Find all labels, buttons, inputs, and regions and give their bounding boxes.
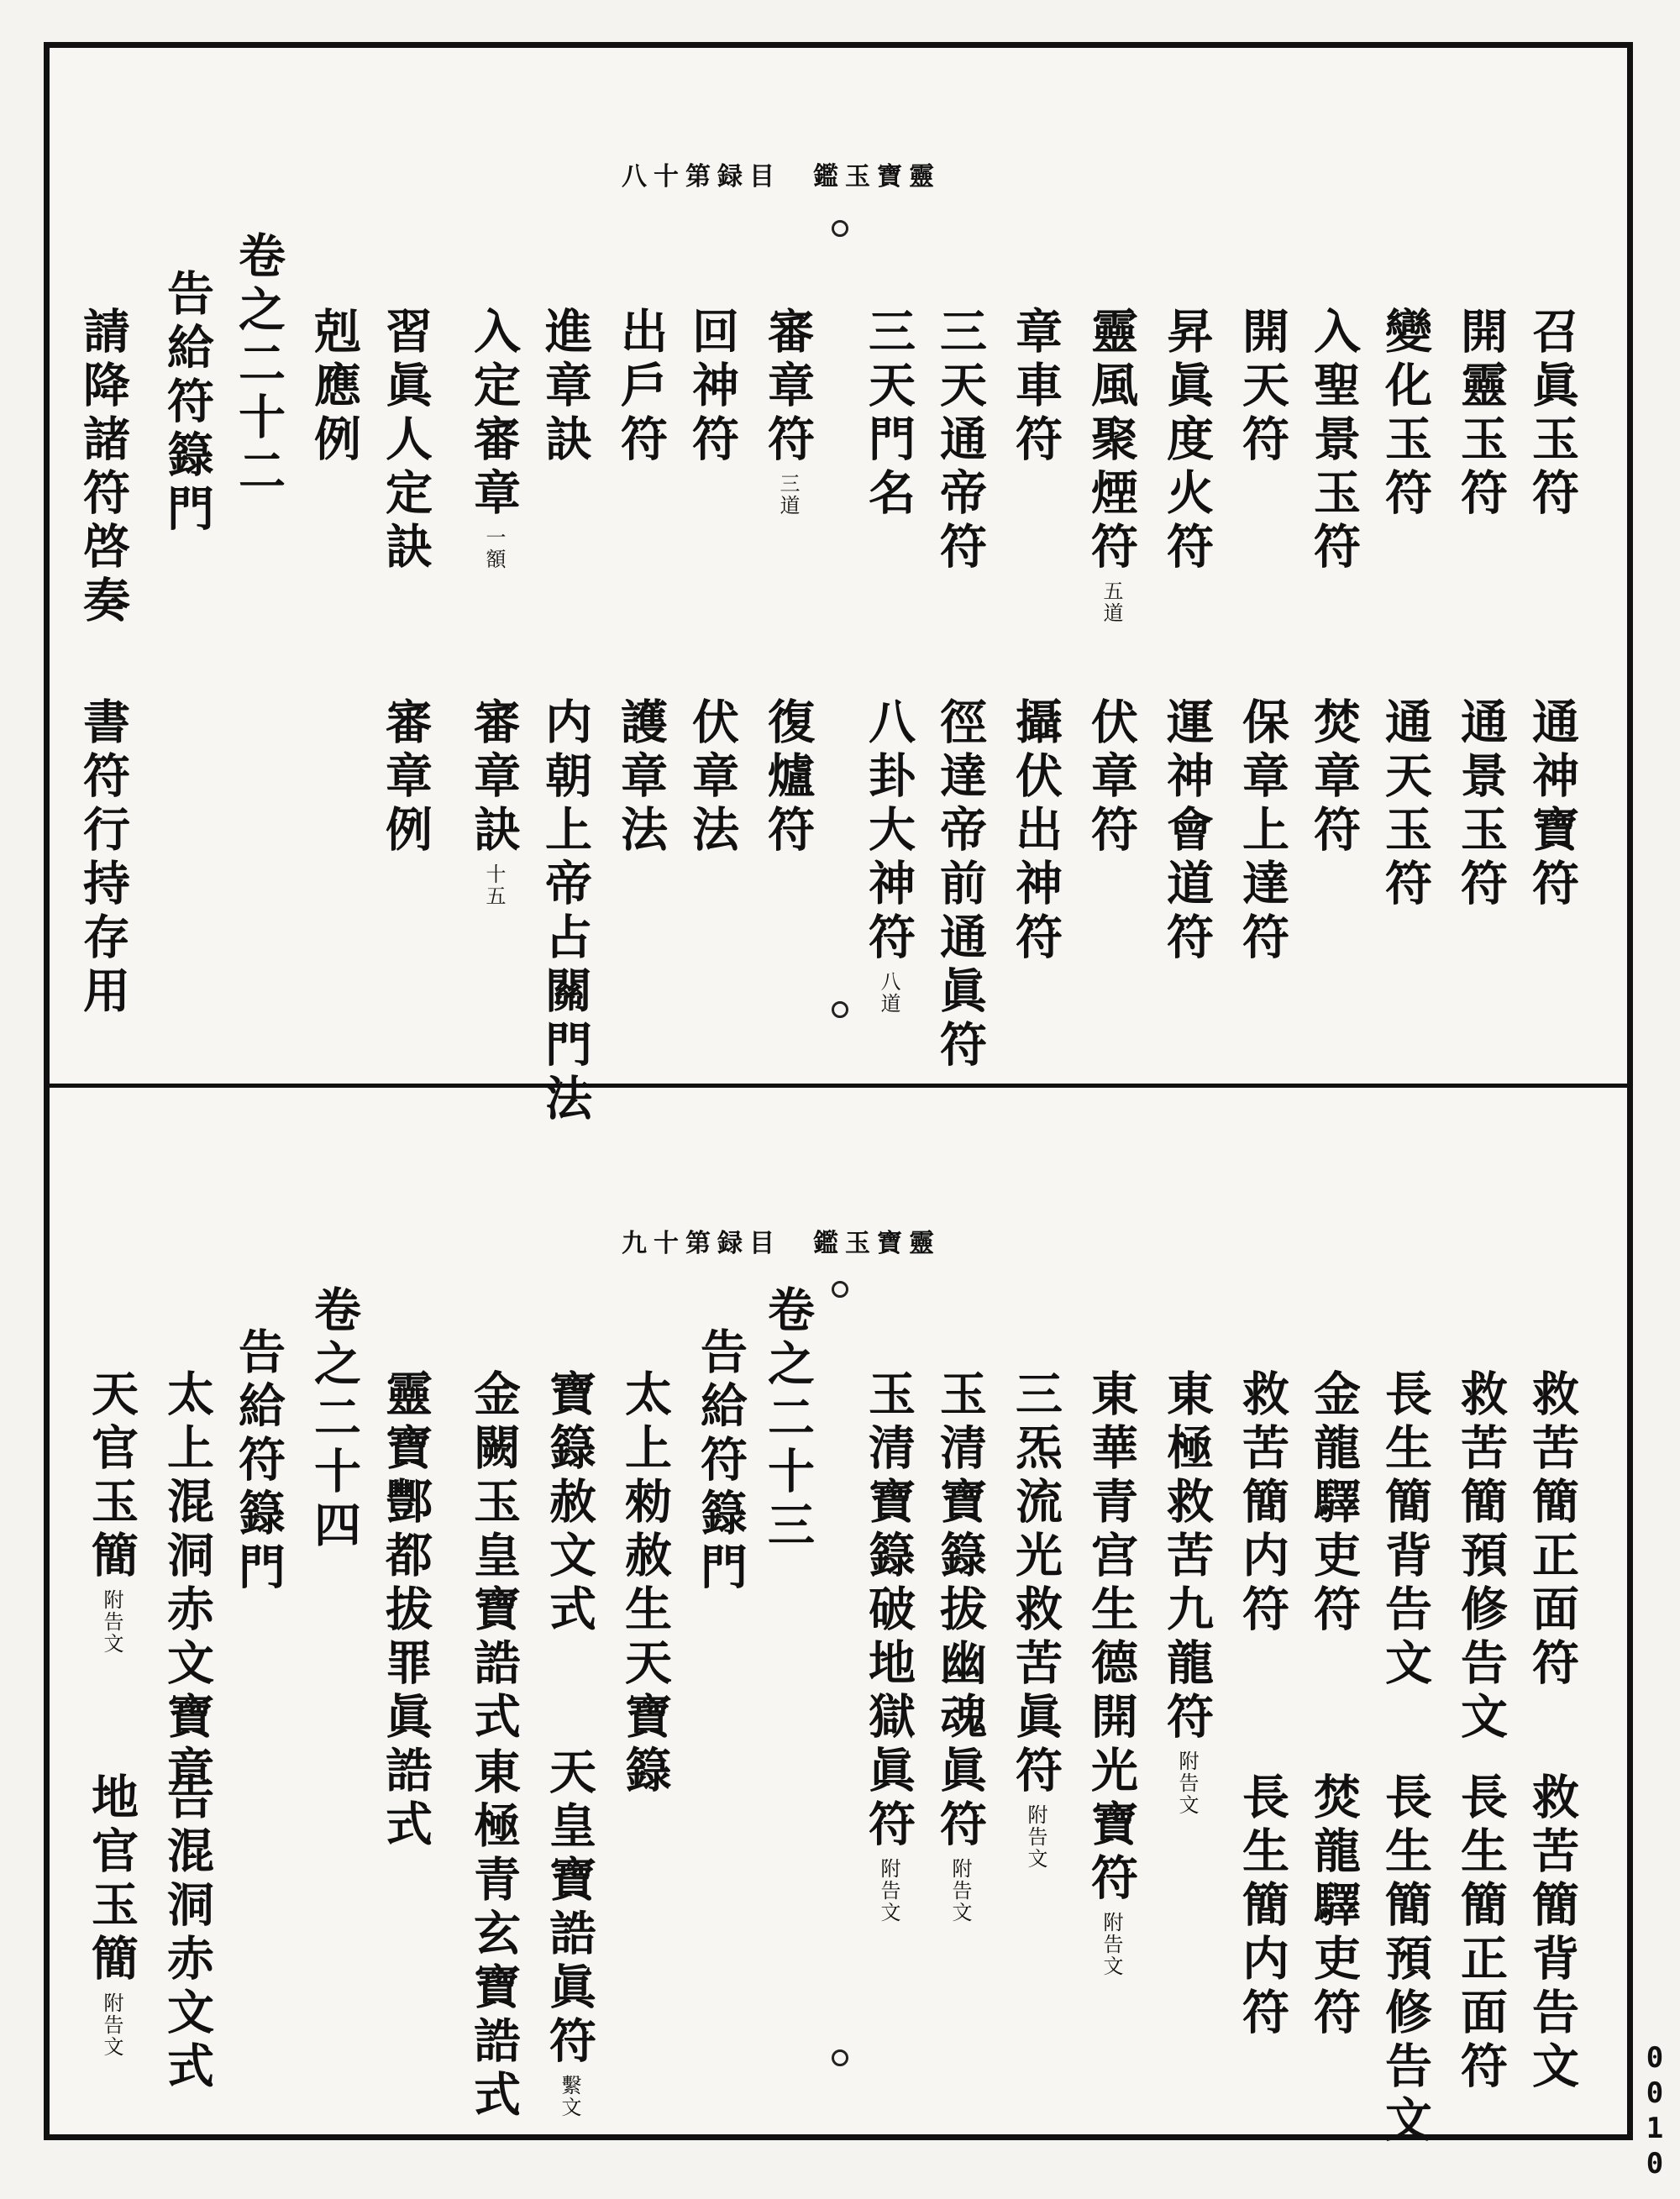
top-entry: 出戶符 (613, 307, 669, 468)
top-volume-heading: 卷之二十二 (231, 231, 286, 500)
top-entry: 召眞玉符 (1525, 307, 1580, 522)
bottom-panel-header: 靈寶玉鑑 目録第十九 (622, 1229, 941, 1258)
top-entry: 復爐符 (760, 697, 816, 858)
bottom-entry: 救苦簡内符 (1235, 1369, 1290, 1638)
binding-hole (832, 1281, 848, 1298)
top-entry-note: 五道 (1100, 580, 1123, 624)
top-entry: 保章上達符 (1235, 697, 1290, 966)
bottom-entry: 地官玉簡附告文 (84, 1772, 139, 2058)
binding-hole (832, 220, 848, 237)
top-entry: 伏章法 (685, 697, 740, 858)
top-entry: 開天符 (1235, 307, 1290, 468)
top-entry: 通天玉符 (1378, 697, 1433, 912)
bottom-entry-note: 附告文 (1100, 1912, 1123, 1977)
bottom-entry: 長生簡背告文 (1378, 1369, 1433, 1692)
bottom-entry: 寶籙赦文式 (542, 1369, 597, 1638)
top-entry: 内朝上帝占關門法 (538, 697, 593, 1127)
top-entry-note: 八道 (877, 971, 900, 1015)
bottom-volume-heading: 卷之二十四 (307, 1285, 362, 1554)
bottom-entry: 救苦簡預修告文 (1453, 1369, 1509, 1745)
top-entry: 告給符籙門 (160, 269, 215, 538)
bottom-entry: 金闕玉皇寶誥式 (466, 1369, 522, 1745)
top-entry: 審章訣十五 (466, 697, 522, 907)
bottom-entry: 玉清寶籙拔幽魂眞符附告文 (932, 1369, 988, 1923)
bottom-entry: 玉清寶籙破地獄眞符附告文 (861, 1369, 916, 1923)
top-entry-note: 一額 (482, 527, 506, 570)
bottom-entry: 天皇寶誥眞符繫文 (542, 1747, 597, 2118)
bottom-entry-note: 繫文 (558, 2075, 581, 2118)
bottom-entry: 告混洞赤文式 (160, 1772, 215, 2095)
top-entry: 入聖景玉符 (1306, 307, 1362, 575)
top-entry: 通景玉符 (1453, 697, 1509, 912)
bottom-entry: 太上混洞赤文寶章 (160, 1369, 215, 1799)
bottom-entry-note: 附告文 (1024, 1804, 1047, 1870)
top-entry: 審章例 (378, 697, 433, 858)
top-entry: 剋應例 (307, 307, 362, 468)
binding-hole (832, 2049, 848, 2066)
bottom-volume-heading: 卷之二十三 (760, 1285, 816, 1554)
bottom-entry: 太上勑赦生天寶籙 (617, 1369, 673, 1799)
top-entry: 三天門名 (861, 307, 916, 522)
bottom-entry-note: 附告文 (877, 1858, 900, 1923)
binding-hole (832, 1001, 848, 1018)
top-entry: 焚章符 (1306, 697, 1362, 858)
top-entry: 章車符 (1008, 307, 1063, 468)
bottom-entry: 長生簡内符 (1235, 1772, 1290, 2041)
bottom-entry: 金龍驛吏符 (1306, 1369, 1362, 1638)
bottom-entry: 靈寶酆都拔罪眞誥式 (378, 1369, 433, 1853)
bottom-entry-note: 附告文 (100, 1589, 123, 1655)
bottom-entry-note: 附告文 (1175, 1750, 1199, 1816)
bottom-entry: 救苦簡正面符 (1525, 1369, 1580, 1692)
bottom-entry: 告給符籙門 (231, 1327, 286, 1596)
top-entry: 靈風聚煙符五道 (1084, 307, 1139, 624)
top-entry: 三天通帝符 (932, 307, 988, 575)
bottom-entry: 長生簡預修告文 (1378, 1772, 1433, 2149)
top-entry: 入定審章一額 (466, 307, 522, 570)
top-entry: 書符行持存用 (76, 697, 131, 1020)
bottom-entry: 焚龍驛吏符 (1306, 1772, 1362, 2041)
page-number: 0010 (1638, 2041, 1672, 2182)
bottom-entry: 東極救苦九龍符附告文 (1159, 1369, 1215, 1816)
bottom-entry-note: 附告文 (100, 1992, 123, 2058)
top-entry: 開靈玉符 (1453, 307, 1509, 522)
top-entry: 攝伏出神符 (1008, 697, 1063, 966)
bottom-entry: 告給符籙門 (693, 1327, 748, 1596)
bottom-entry: 東華青宫生德開光寶符附告文 (1084, 1369, 1139, 1977)
bottom-entry: 天官玉簡附告文 (84, 1369, 139, 1655)
bottom-entry-note: 附告文 (948, 1858, 972, 1923)
top-entry: 通神寶符 (1525, 697, 1580, 912)
top-entry: 審章符三道 (760, 307, 816, 517)
panel-divider (44, 1084, 1633, 1088)
top-entry: 八卦大神符八道 (861, 697, 916, 1015)
top-entry: 運神會道符 (1159, 697, 1215, 966)
top-panel-header: 靈寶玉鑑 目録第十八 (622, 162, 941, 192)
bottom-entry: 東極青玄寶誥式 (466, 1747, 522, 2123)
top-entry: 請降諸符啓奏 (76, 307, 131, 629)
top-entry-note: 十五 (482, 863, 506, 907)
top-entry: 護章法 (613, 697, 669, 858)
bottom-entry: 三炁流光救苦眞符附告文 (1008, 1369, 1063, 1870)
top-entry: 進章訣 (538, 307, 593, 468)
top-entry: 徑達帝前通眞符 (932, 697, 988, 1073)
top-entry-note: 三道 (776, 473, 800, 517)
bottom-entry: 救苦簡背告文 (1525, 1772, 1580, 2095)
top-entry: 昇眞度火符 (1159, 307, 1215, 575)
top-entry: 回神符 (685, 307, 740, 468)
top-entry: 變化玉符 (1378, 307, 1433, 522)
top-entry: 習眞人定訣 (378, 307, 433, 575)
bottom-entry: 長生簡正面符 (1453, 1772, 1509, 2095)
top-entry: 伏章符 (1084, 697, 1139, 858)
